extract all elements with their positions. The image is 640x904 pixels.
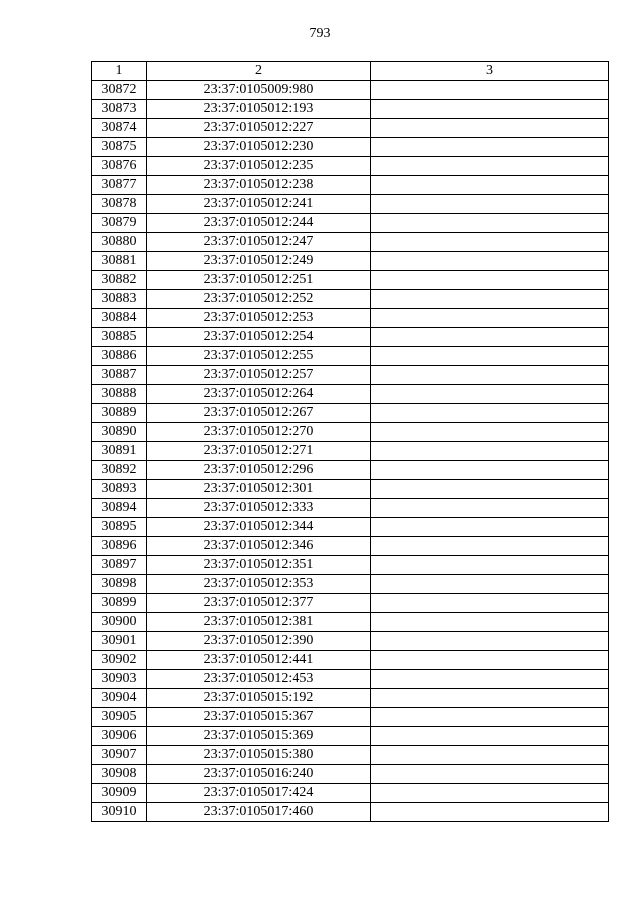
table-row: [92, 138, 609, 157]
note-cell: [371, 594, 609, 613]
table-row: [92, 385, 609, 404]
note-cell: [371, 651, 609, 670]
table-row: [92, 651, 609, 670]
cadastral-number-cell: 23:37:0105012:227: [147, 119, 371, 138]
row-number-cell: 30895: [92, 518, 147, 537]
row-number-cell: 30905: [92, 708, 147, 727]
cadastral-number-cell: 23:37:0105012:235: [147, 157, 371, 176]
row-number-cell: 30883: [92, 290, 147, 309]
cadastral-number-cell: 23:37:0105012:453: [147, 670, 371, 689]
table-row: [92, 195, 609, 214]
row-number-cell: 30910: [92, 803, 147, 822]
table-row: [92, 803, 609, 822]
row-number-cell: 30906: [92, 727, 147, 746]
row-number-cell: 30890: [92, 423, 147, 442]
note-cell: [371, 290, 609, 309]
note-cell: [371, 803, 609, 822]
table-row: [92, 613, 609, 632]
cadastral-number-cell: 23:37:0105016:240: [147, 765, 371, 784]
row-number-cell: 30902: [92, 651, 147, 670]
table-row: [92, 575, 609, 594]
table-row: [92, 556, 609, 575]
row-number-cell: 30882: [92, 271, 147, 290]
note-cell: [371, 176, 609, 195]
row-number-cell: 30885: [92, 328, 147, 347]
note-cell: [371, 157, 609, 176]
table-row: [92, 632, 609, 651]
note-cell: [371, 100, 609, 119]
table-row: [92, 290, 609, 309]
note-cell: [371, 404, 609, 423]
note-cell: [371, 138, 609, 157]
note-cell: [371, 746, 609, 765]
row-number-cell: 30904: [92, 689, 147, 708]
row-number-cell: 30875: [92, 138, 147, 157]
row-number-cell: 30888: [92, 385, 147, 404]
cadastral-number-cell: 23:37:0105012:249: [147, 252, 371, 271]
column-header-2: 2: [147, 62, 371, 81]
row-number-cell: 30879: [92, 214, 147, 233]
row-number-cell: 30877: [92, 176, 147, 195]
note-cell: [371, 347, 609, 366]
table-row: [92, 727, 609, 746]
registry-table: [91, 61, 609, 822]
column-header-1: 1: [92, 62, 147, 81]
note-cell: [371, 366, 609, 385]
cadastral-number-cell: 23:37:0105012:333: [147, 499, 371, 518]
table-row: [92, 81, 609, 100]
cadastral-number-cell: 23:37:0105012:241: [147, 195, 371, 214]
note-cell: [371, 784, 609, 803]
cadastral-number-cell: 23:37:0105012:390: [147, 632, 371, 651]
cadastral-number-cell: 23:37:0105015:369: [147, 727, 371, 746]
row-number-cell: 30874: [92, 119, 147, 138]
table-row: [92, 309, 609, 328]
cadastral-number-cell: 23:37:0105012:253: [147, 309, 371, 328]
note-cell: [371, 271, 609, 290]
row-number-cell: 30881: [92, 252, 147, 271]
header-row: [92, 62, 609, 81]
row-number-cell: 30889: [92, 404, 147, 423]
table-row: [92, 214, 609, 233]
table-row: [92, 480, 609, 499]
cadastral-number-cell: 23:37:0105012:271: [147, 442, 371, 461]
row-number-cell: 30907: [92, 746, 147, 765]
table-row: [92, 442, 609, 461]
row-number-cell: 30872: [92, 81, 147, 100]
cadastral-number-cell: 23:37:0105012:270: [147, 423, 371, 442]
row-number-cell: 30876: [92, 157, 147, 176]
note-cell: [371, 385, 609, 404]
note-cell: [371, 461, 609, 480]
note-cell: [371, 423, 609, 442]
cadastral-number-cell: 23:37:0105009:980: [147, 81, 371, 100]
cadastral-number-cell: 23:37:0105012:381: [147, 613, 371, 632]
cadastral-number-cell: 23:37:0105012:257: [147, 366, 371, 385]
row-number-cell: 30891: [92, 442, 147, 461]
note-cell: [371, 480, 609, 499]
note-cell: [371, 119, 609, 138]
row-number-cell: 30886: [92, 347, 147, 366]
row-number-cell: 30880: [92, 233, 147, 252]
page-number: 793: [309, 26, 331, 41]
cadastral-number-cell: 23:37:0105012:230: [147, 138, 371, 157]
note-cell: [371, 442, 609, 461]
cadastral-number-cell: 23:37:0105012:344: [147, 518, 371, 537]
table-body: [92, 81, 609, 822]
cadastral-number-cell: 23:37:0105012:267: [147, 404, 371, 423]
cadastral-number-cell: 23:37:0105012:252: [147, 290, 371, 309]
table-row: [92, 746, 609, 765]
row-number-cell: 30903: [92, 670, 147, 689]
table-row: [92, 271, 609, 290]
note-cell: [371, 575, 609, 594]
table-row: [92, 252, 609, 271]
cadastral-number-cell: 23:37:0105012:346: [147, 537, 371, 556]
table-row: [92, 347, 609, 366]
note-cell: [371, 727, 609, 746]
cadastral-number-cell: 23:37:0105017:460: [147, 803, 371, 822]
cadastral-number-cell: 23:37:0105012:351: [147, 556, 371, 575]
table-row: [92, 708, 609, 727]
cadastral-number-cell: 23:37:0105015:367: [147, 708, 371, 727]
cadastral-number-cell: 23:37:0105012:353: [147, 575, 371, 594]
row-number-cell: 30899: [92, 594, 147, 613]
table-row: [92, 119, 609, 138]
table-row: [92, 461, 609, 480]
cadastral-number-cell: 23:37:0105015:192: [147, 689, 371, 708]
note-cell: [371, 556, 609, 575]
table-row: [92, 689, 609, 708]
table-row: [92, 157, 609, 176]
row-number-cell: 30873: [92, 100, 147, 119]
cadastral-number-cell: 23:37:0105017:424: [147, 784, 371, 803]
cadastral-number-cell: 23:37:0105012:247: [147, 233, 371, 252]
row-number-cell: 30893: [92, 480, 147, 499]
row-number-cell: 30887: [92, 366, 147, 385]
row-number-cell: 30908: [92, 765, 147, 784]
table-row: [92, 176, 609, 195]
cadastral-number-cell: 23:37:0105012:254: [147, 328, 371, 347]
cadastral-number-cell: 23:37:0105012:244: [147, 214, 371, 233]
table-row: [92, 537, 609, 556]
table-row: [92, 670, 609, 689]
row-number-cell: 30909: [92, 784, 147, 803]
cadastral-number-cell: 23:37:0105012:193: [147, 100, 371, 119]
table-row: [92, 328, 609, 347]
row-number-cell: 30896: [92, 537, 147, 556]
note-cell: [371, 670, 609, 689]
table-row: [92, 366, 609, 385]
cadastral-number-cell: 23:37:0105012:255: [147, 347, 371, 366]
table-row: [92, 423, 609, 442]
note-cell: [371, 632, 609, 651]
note-cell: [371, 537, 609, 556]
table-row: [92, 784, 609, 803]
cadastral-number-cell: 23:37:0105012:441: [147, 651, 371, 670]
note-cell: [371, 765, 609, 784]
note-cell: [371, 708, 609, 727]
note-cell: [371, 195, 609, 214]
note-cell: [371, 252, 609, 271]
table-header: [92, 62, 609, 81]
note-cell: [371, 309, 609, 328]
table-row: [92, 499, 609, 518]
cadastral-number-cell: 23:37:0105012:251: [147, 271, 371, 290]
row-number-cell: 30892: [92, 461, 147, 480]
note-cell: [371, 214, 609, 233]
row-number-cell: 30901: [92, 632, 147, 651]
row-number-cell: 30898: [92, 575, 147, 594]
table-row: [92, 404, 609, 423]
cadastral-number-cell: 23:37:0105012:238: [147, 176, 371, 195]
table-row: [92, 100, 609, 119]
cadastral-number-cell: 23:37:0105012:377: [147, 594, 371, 613]
note-cell: [371, 499, 609, 518]
row-number-cell: 30878: [92, 195, 147, 214]
row-number-cell: 30900: [92, 613, 147, 632]
note-cell: [371, 689, 609, 708]
table-row: [92, 765, 609, 784]
note-cell: [371, 518, 609, 537]
table-row: [92, 594, 609, 613]
column-header-3: 3: [371, 62, 609, 81]
cadastral-number-cell: 23:37:0105015:380: [147, 746, 371, 765]
cadastral-number-cell: 23:37:0105012:301: [147, 480, 371, 499]
note-cell: [371, 81, 609, 100]
table-row: [92, 518, 609, 537]
note-cell: [371, 613, 609, 632]
cadastral-number-cell: 23:37:0105012:264: [147, 385, 371, 404]
row-number-cell: 30897: [92, 556, 147, 575]
cadastral-number-cell: 23:37:0105012:296: [147, 461, 371, 480]
row-number-cell: 30894: [92, 499, 147, 518]
table-row: [92, 233, 609, 252]
note-cell: [371, 328, 609, 347]
note-cell: [371, 233, 609, 252]
row-number-cell: 30884: [92, 309, 147, 328]
